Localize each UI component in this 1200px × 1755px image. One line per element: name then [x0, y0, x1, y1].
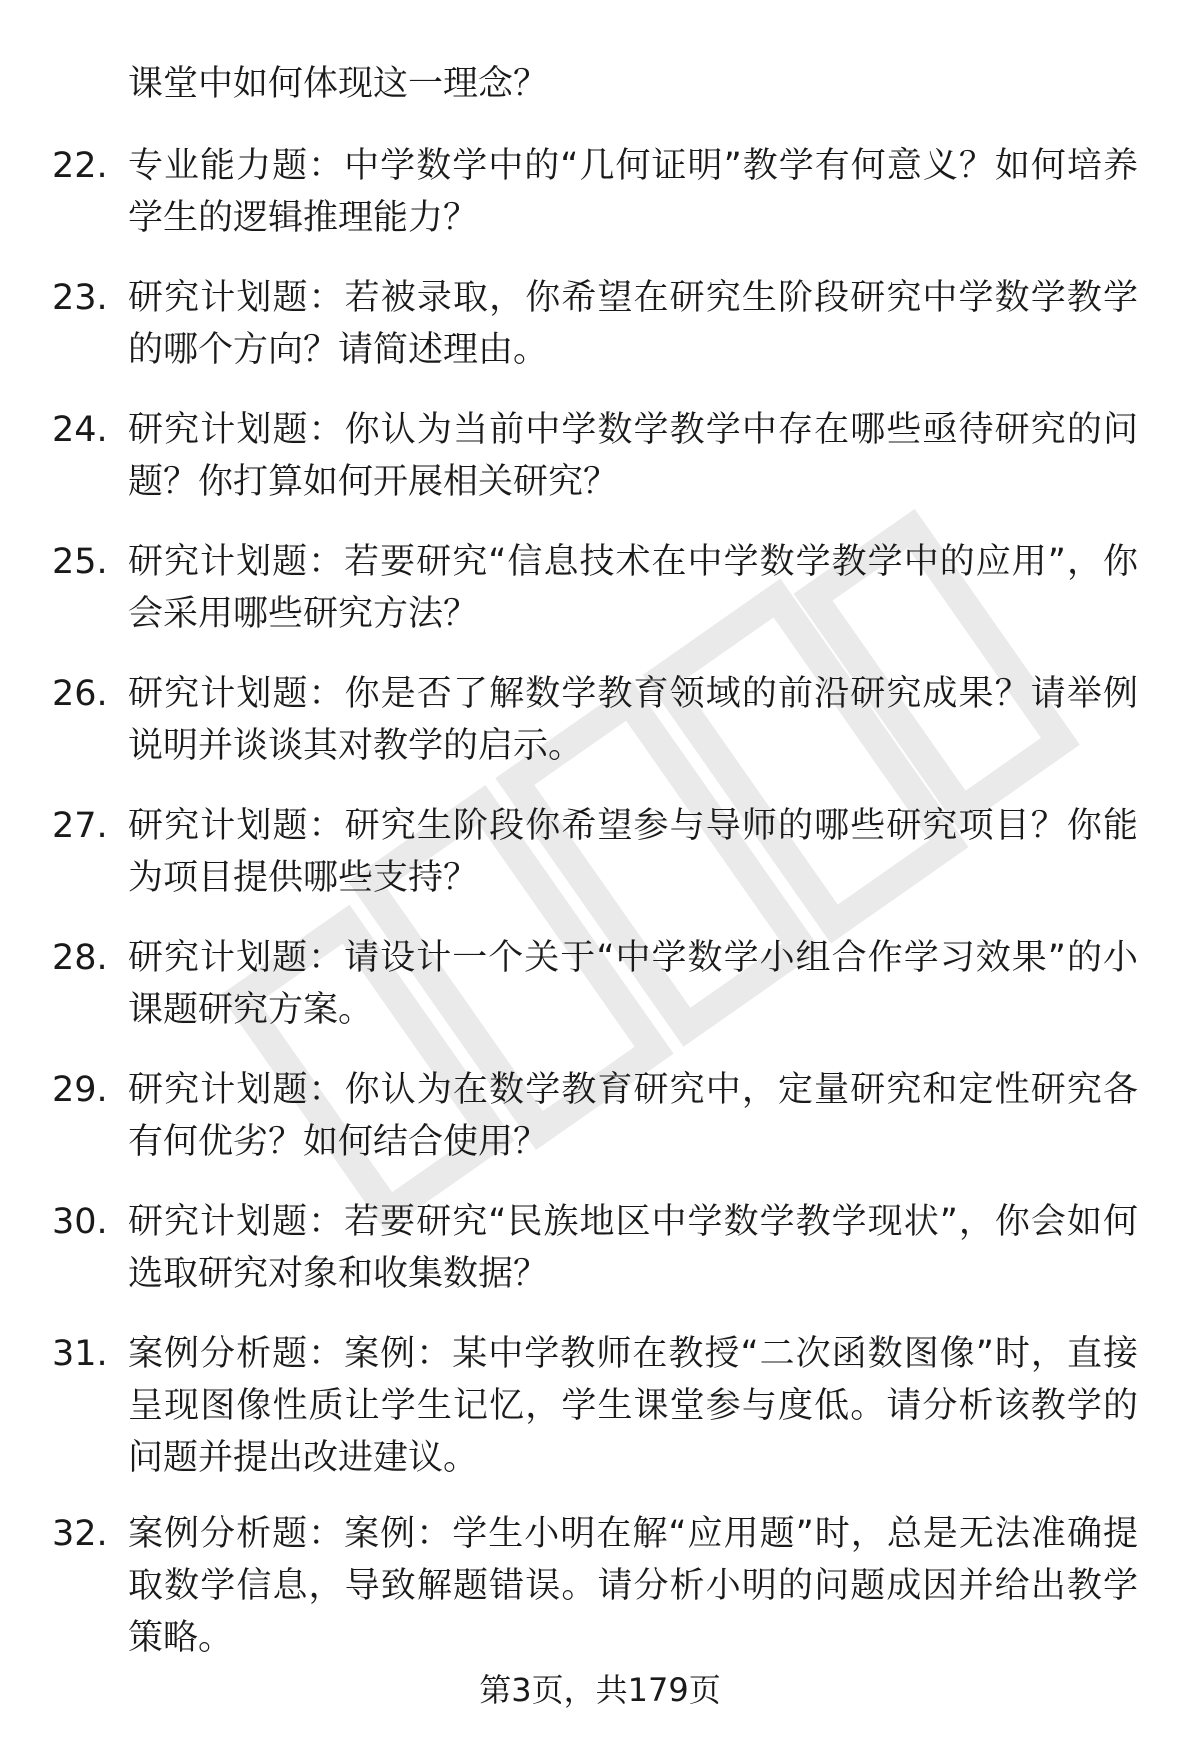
- question-number: 31.: [52, 1334, 108, 1374]
- question-text: 专业能力题：中学数学中的“几何证明”教学有何意义？如何培养学生的逻辑推理能力？: [128, 146, 1138, 238]
- question-item: [0, 800, 1200, 932]
- page-footer: 第3页，共179页: [479, 1671, 721, 1709]
- question-item: [0, 272, 1200, 404]
- question-number: 24.: [52, 410, 108, 450]
- question-item: [0, 1196, 1200, 1328]
- question-text: 研究计划题：若要研究“民族地区中学数学教学现状”，你会如何选取研究对象和收集数据？: [128, 1202, 1138, 1294]
- question-number: 29.: [52, 1070, 108, 1110]
- question-item: [0, 140, 1200, 272]
- question-text: 研究计划题：请设计一个关于“中学数学小组合作学习效果”的小课题研究方案。: [128, 938, 1138, 1030]
- question-item: [0, 1328, 1200, 1508]
- question-number: 23.: [52, 278, 108, 318]
- question-item: [0, 404, 1200, 536]
- question-text: 研究计划题：你认为当前中学数学教学中存在哪些亟待研究的问题？你打算如何开展相关研究？: [128, 410, 1138, 502]
- question-number: 30.: [52, 1202, 108, 1242]
- question-list: [0, 140, 1200, 1688]
- question-text: 研究计划题：若要研究“信息技术在中学数学教学中的应用”，你会采用哪些研究方法？: [128, 542, 1138, 634]
- question-item: [0, 1064, 1200, 1196]
- question-number: 28.: [52, 938, 108, 978]
- continuation-text: 课堂中如何体现这一理念？: [128, 64, 549, 104]
- question-number: 25.: [52, 542, 108, 582]
- question-text: 研究计划题：你是否了解数学教育领域的前沿研究成果？请举例说明并谈谈其对教学的启示。: [128, 674, 1138, 766]
- question-text: 案例分析题：案例：某中学教师在教授“二次函数图像”时，直接呈现图像性质让学生记忆，学生课堂参与度低。请分析该教学的问题并提出改进建议。: [128, 1334, 1138, 1478]
- question-text: 案例分析题：案例：学生小明在解“应用题”时，总是无法准确提取数学信息，导致解题错误。请分析小明的问题成因并给出教学策略。: [128, 1514, 1138, 1658]
- question-item: [0, 932, 1200, 1064]
- question-item: [0, 1508, 1200, 1688]
- question-text: 研究计划题：研究生阶段你希望参与导师的哪些研究项目？你能为项目提供哪些支持？: [128, 806, 1138, 898]
- question-number: 32.: [52, 1514, 108, 1554]
- question-number: 26.: [52, 674, 108, 714]
- question-number: 27.: [52, 806, 108, 846]
- question-text: 研究计划题：你认为在数学教育研究中，定量研究和定性研究各有何优劣？如何结合使用？: [128, 1070, 1138, 1162]
- question-item: [0, 536, 1200, 668]
- question-item: [0, 668, 1200, 800]
- question-text: 研究计划题：若被录取，你希望在研究生阶段研究中学数学教学的哪个方向？请简述理由。: [128, 278, 1138, 370]
- question-number: 22.: [52, 146, 108, 186]
